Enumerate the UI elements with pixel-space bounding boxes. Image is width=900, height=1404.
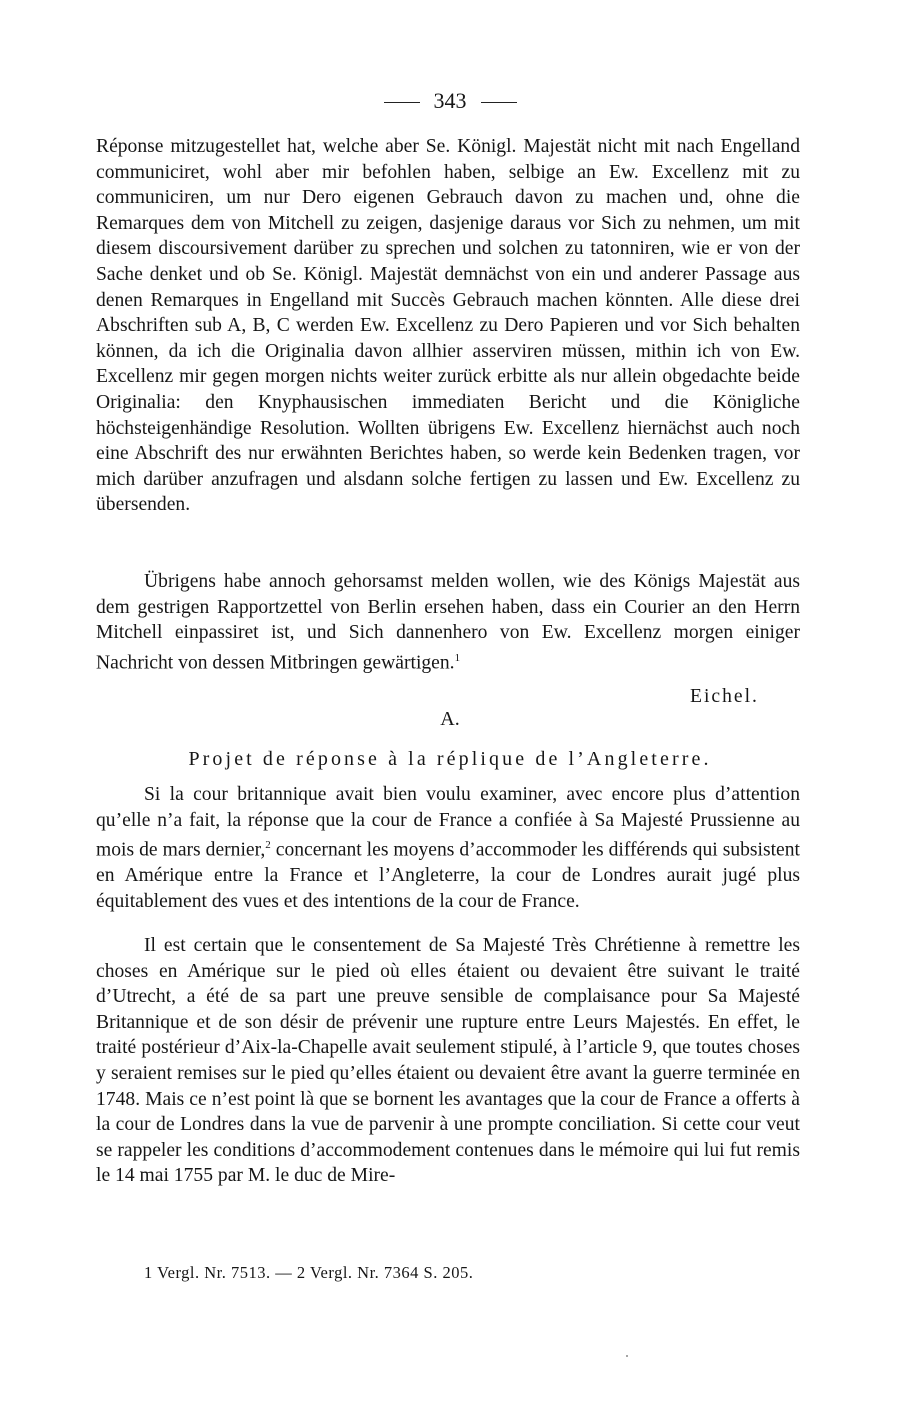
enclosure-title: Projet de réponse à la réplique de l’Angleterre. <box>188 748 712 770</box>
signature: Eichel. <box>690 686 759 707</box>
letter-paragraph-1-text: Réponse mitzugestellet hat, welche aber Se. Königl. Majestät nicht mit nach Engelland communiciret, wohl aber mir befohlen haben, selbige an Ew. Excellenz mit zu communiciren, um nur Dero eigenen Gebrauch davon zu machen und, ohne die Remarques dem von Mitchell zu zeigen, dasjenige daraus vor Sich zu nehmen, um mit diesem discoursivement darüber zu sprechen und solchen zu tatonniren, wie er von der Sache denket und ob Se. Königl. Majestät demnächst von ein und anderer Passage aus denen Remarques in Engelland mit Succès Gebrauch machen könnten. Alle diese drei Abschriften sub A, B, C werden Ew. Excellenz zu Dero Papieren und vor Sich behalten können, da ich die Originalia davon allhier asserviren müssen, mithin ich von Ew. Excellenz mir gegen morgen nichts weiter zurück erbitte als nur allein obgedachte beide Originalia: den Knyphausischen immediaten Bericht und die Königliche höchsteigenhändige Resolution. Wollten übrigens Ew. Excellenz hiernächst auch noch eine Abschrift des nur erwähnten Berichtes haben, so werde kein Bedenken tragen, vor mich darüber anzufragen und alsdann solche fertigen zu lassen und Ew. Excellenz zu übersenden. <box>96 136 800 516</box>
enclosure-paragraph-2 <box>96 933 800 1189</box>
footnote-marker: 1 <box>454 651 461 664</box>
enclosure-label: A. <box>440 708 460 730</box>
enclosure-paragraph-2-text: Il est certain que le consentement de Sa Majesté Très Chrétienne à remettre les choses en Amérique sur le pied où elles étaient ou devaient être suivant le traité d’Utrecht, a été de sa part une preuve sensible de complaisance pour Sa Majesté Britannique et de son désir de prévenir une rupture entre Leurs Majestés. En effet, le traité postérieur d’Aix-la-Chapelle avait seulement stipulé, à l’article 9, que toutes choses y seraient remises sur le pied qu’elles étaient ou devaient être avant la guerre terminée en 1748. Mais ce n’est point là que se bornent les avantages que la cour de France a offerts à la cour de Londres dans la vue de parvenir à une prompte conciliation. Si cette cour veut se rappeler les conditions d’accommodement contenues dans le mémoire qui lui fut remis le 14 mai 1755 par M. le duc de Mire- <box>96 935 800 1187</box>
letter-paragraph-2-text: Übrigens habe annoch gehorsamst melden wollen, wie des Königs Majestät aus dem gestrigen Rapportzettel von Berlin ersehen haben, dass ein Courier an den Herrn Mitchell einpassiret ist, und Sich dannenhero von Ew. Excellenz morgen einiger Nachricht von dessen Mitbringen gewärtigen. <box>96 571 800 674</box>
letter-paragraph-2 <box>96 569 800 676</box>
footnotes: 1 Vergl. Nr. 7513. — 2 Vergl. Nr. 7364 S. 205. <box>144 1263 474 1282</box>
page-header <box>0 88 900 114</box>
enclosure-paragraph-1 <box>96 782 800 915</box>
enclosure-paragraph-1-text-b: concernant les moyens d’accommoder les différends qui subsistent en Amérique entre la France et l’Angleterre, la cour de Londres aurait jugé plus équitablement des vues et des intentions de la cour de France. <box>96 839 800 912</box>
page-number: 343 <box>433 88 467 113</box>
header-rule-left <box>384 102 420 103</box>
header-rule-right <box>481 102 517 103</box>
footnote-marker: 2 <box>265 839 271 852</box>
enclosure-paragraph-1-text-a: Si la cour britannique avait bien voulu examiner, avec encore plus d’attention qu’elle n’a fait, la réponse que la cour de France a confiée à Sa Majesté Prussienne au mois de mars dernier, <box>96 784 800 861</box>
paper-speck <box>626 1355 628 1357</box>
letter-paragraph-1 <box>96 134 800 518</box>
